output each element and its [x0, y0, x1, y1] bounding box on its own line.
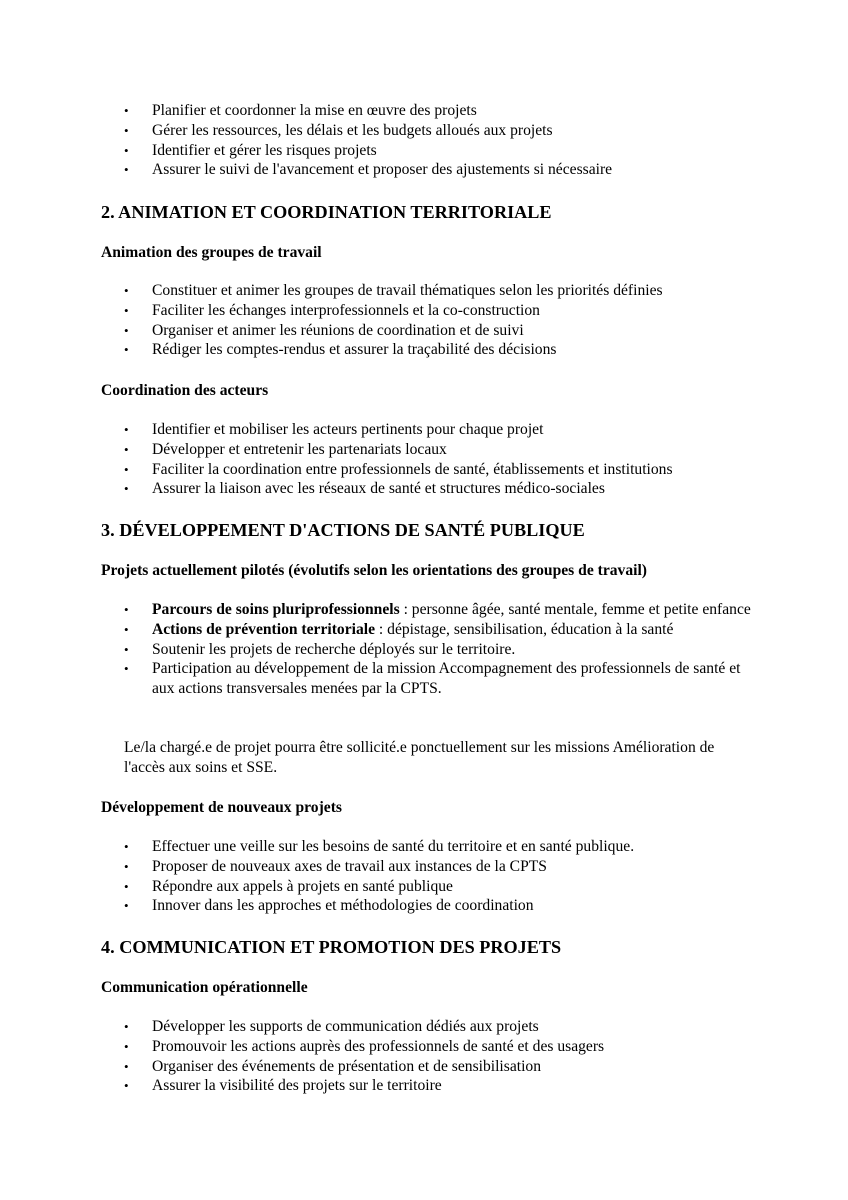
list-item: • Constituer et animer les groupes de travail thématiques selon les priorités définies [101, 281, 752, 301]
list-item: • Planifier et coordonner la mise en œuvre des projets [101, 101, 752, 121]
section-2-list-2 [0, 420, 752, 499]
list-item [101, 620, 752, 640]
section-3-subheading-2: Développement de nouveaux projets [101, 799, 342, 816]
list-item: • Innover dans les approches et méthodologies de coordination [101, 896, 752, 916]
list-item: • Développer et entretenir les partenariats locaux [101, 440, 752, 460]
section-3-heading: 3. DÉVELOPPEMENT D'ACTIONS DE SANTÉ PUBLIQUE [101, 520, 585, 540]
item-text: : dépistage, sensibilisation, éducation à la santé [375, 620, 674, 638]
list-item: • Identifier et gérer les risques projets [101, 141, 752, 161]
item-bold-label: Parcours de soins pluriprofessionnels [152, 601, 400, 618]
list-item: • Développer les supports de communication dédiés aux projets [101, 1017, 752, 1037]
section-2-heading: 2. ANIMATION ET COORDINATION TERRITORIALE [101, 202, 552, 222]
section-3-list-2 [0, 837, 752, 916]
item-text: : personne âgée, santé mentale, femme et petite enfance [399, 601, 751, 618]
section-3-subheading-1: Projets actuellement pilotés (évolutifs selon les orientations des groupes de travail) [101, 562, 648, 579]
list-item: • Gérer les ressources, les délais et les budgets alloués aux projets [101, 121, 752, 141]
list-item: • Effectuer une veille sur les besoins de santé du territoire et en santé publique. [101, 837, 752, 857]
list-item: • Faciliter la coordination entre professionnels de santé, établissements et institutions [101, 460, 752, 480]
item-bold-label: Actions de prévention territoriale [152, 620, 376, 638]
list-item: • Assurer la liaison avec les réseaux de santé et structures médico-sociales [101, 479, 752, 499]
section-4-list-1 [0, 1017, 752, 1096]
list-item [101, 600, 752, 620]
section-3-list-1 [0, 600, 752, 699]
list-item: • Proposer de nouveaux axes de travail aux instances de la CPTS [101, 857, 752, 877]
list-item: • Rédiger les comptes-rendus et assurer la traçabilité des décisions [101, 340, 752, 360]
list-item: • Organiser des événements de présentation et de sensibilisation [101, 1057, 752, 1077]
list-item: • Soutenir les projets de recherche déployés sur le territoire. [101, 640, 752, 660]
list-item: • Assurer le suivi de l'avancement et proposer des ajustements si nécessaire [101, 160, 752, 180]
list-item: • Répondre aux appels à projets en santé publique [101, 877, 752, 897]
intro-bullet-list [0, 101, 752, 180]
list-item: • Assurer la visibilité des projets sur le territoire [101, 1076, 752, 1096]
section-3-note: Le/la chargé.e de projet pourra être sollicité.e ponctuellement sur les missions Amélioration de l'accès aux soins et SSE. [124, 739, 715, 776]
list-item: • Identifier et mobiliser les acteurs pertinents pour chaque projet [101, 420, 752, 440]
section-2-list-1 [0, 281, 752, 360]
section-2-subheading-2: Coordination des acteurs [101, 382, 269, 399]
list-item: • Faciliter les échanges interprofessionnels et la co-construction [101, 301, 752, 321]
list-item: • Organiser et animer les réunions de coordination et de suivi [101, 321, 752, 341]
section-4-subheading-1: Communication opérationnelle [101, 979, 308, 996]
list-item: • Promouvoir les actions auprès des professionnels de santé et des usagers [101, 1037, 752, 1057]
section-4-heading: 4. COMMUNICATION ET PROMOTION DES PROJETS [101, 937, 562, 957]
list-item: • Participation au développement de la mission Accompagnement des professionnels de santé et aux actions transversales menées par la CPTS. [101, 659, 752, 699]
section-2-subheading-1: Animation des groupes de travail [101, 244, 322, 261]
